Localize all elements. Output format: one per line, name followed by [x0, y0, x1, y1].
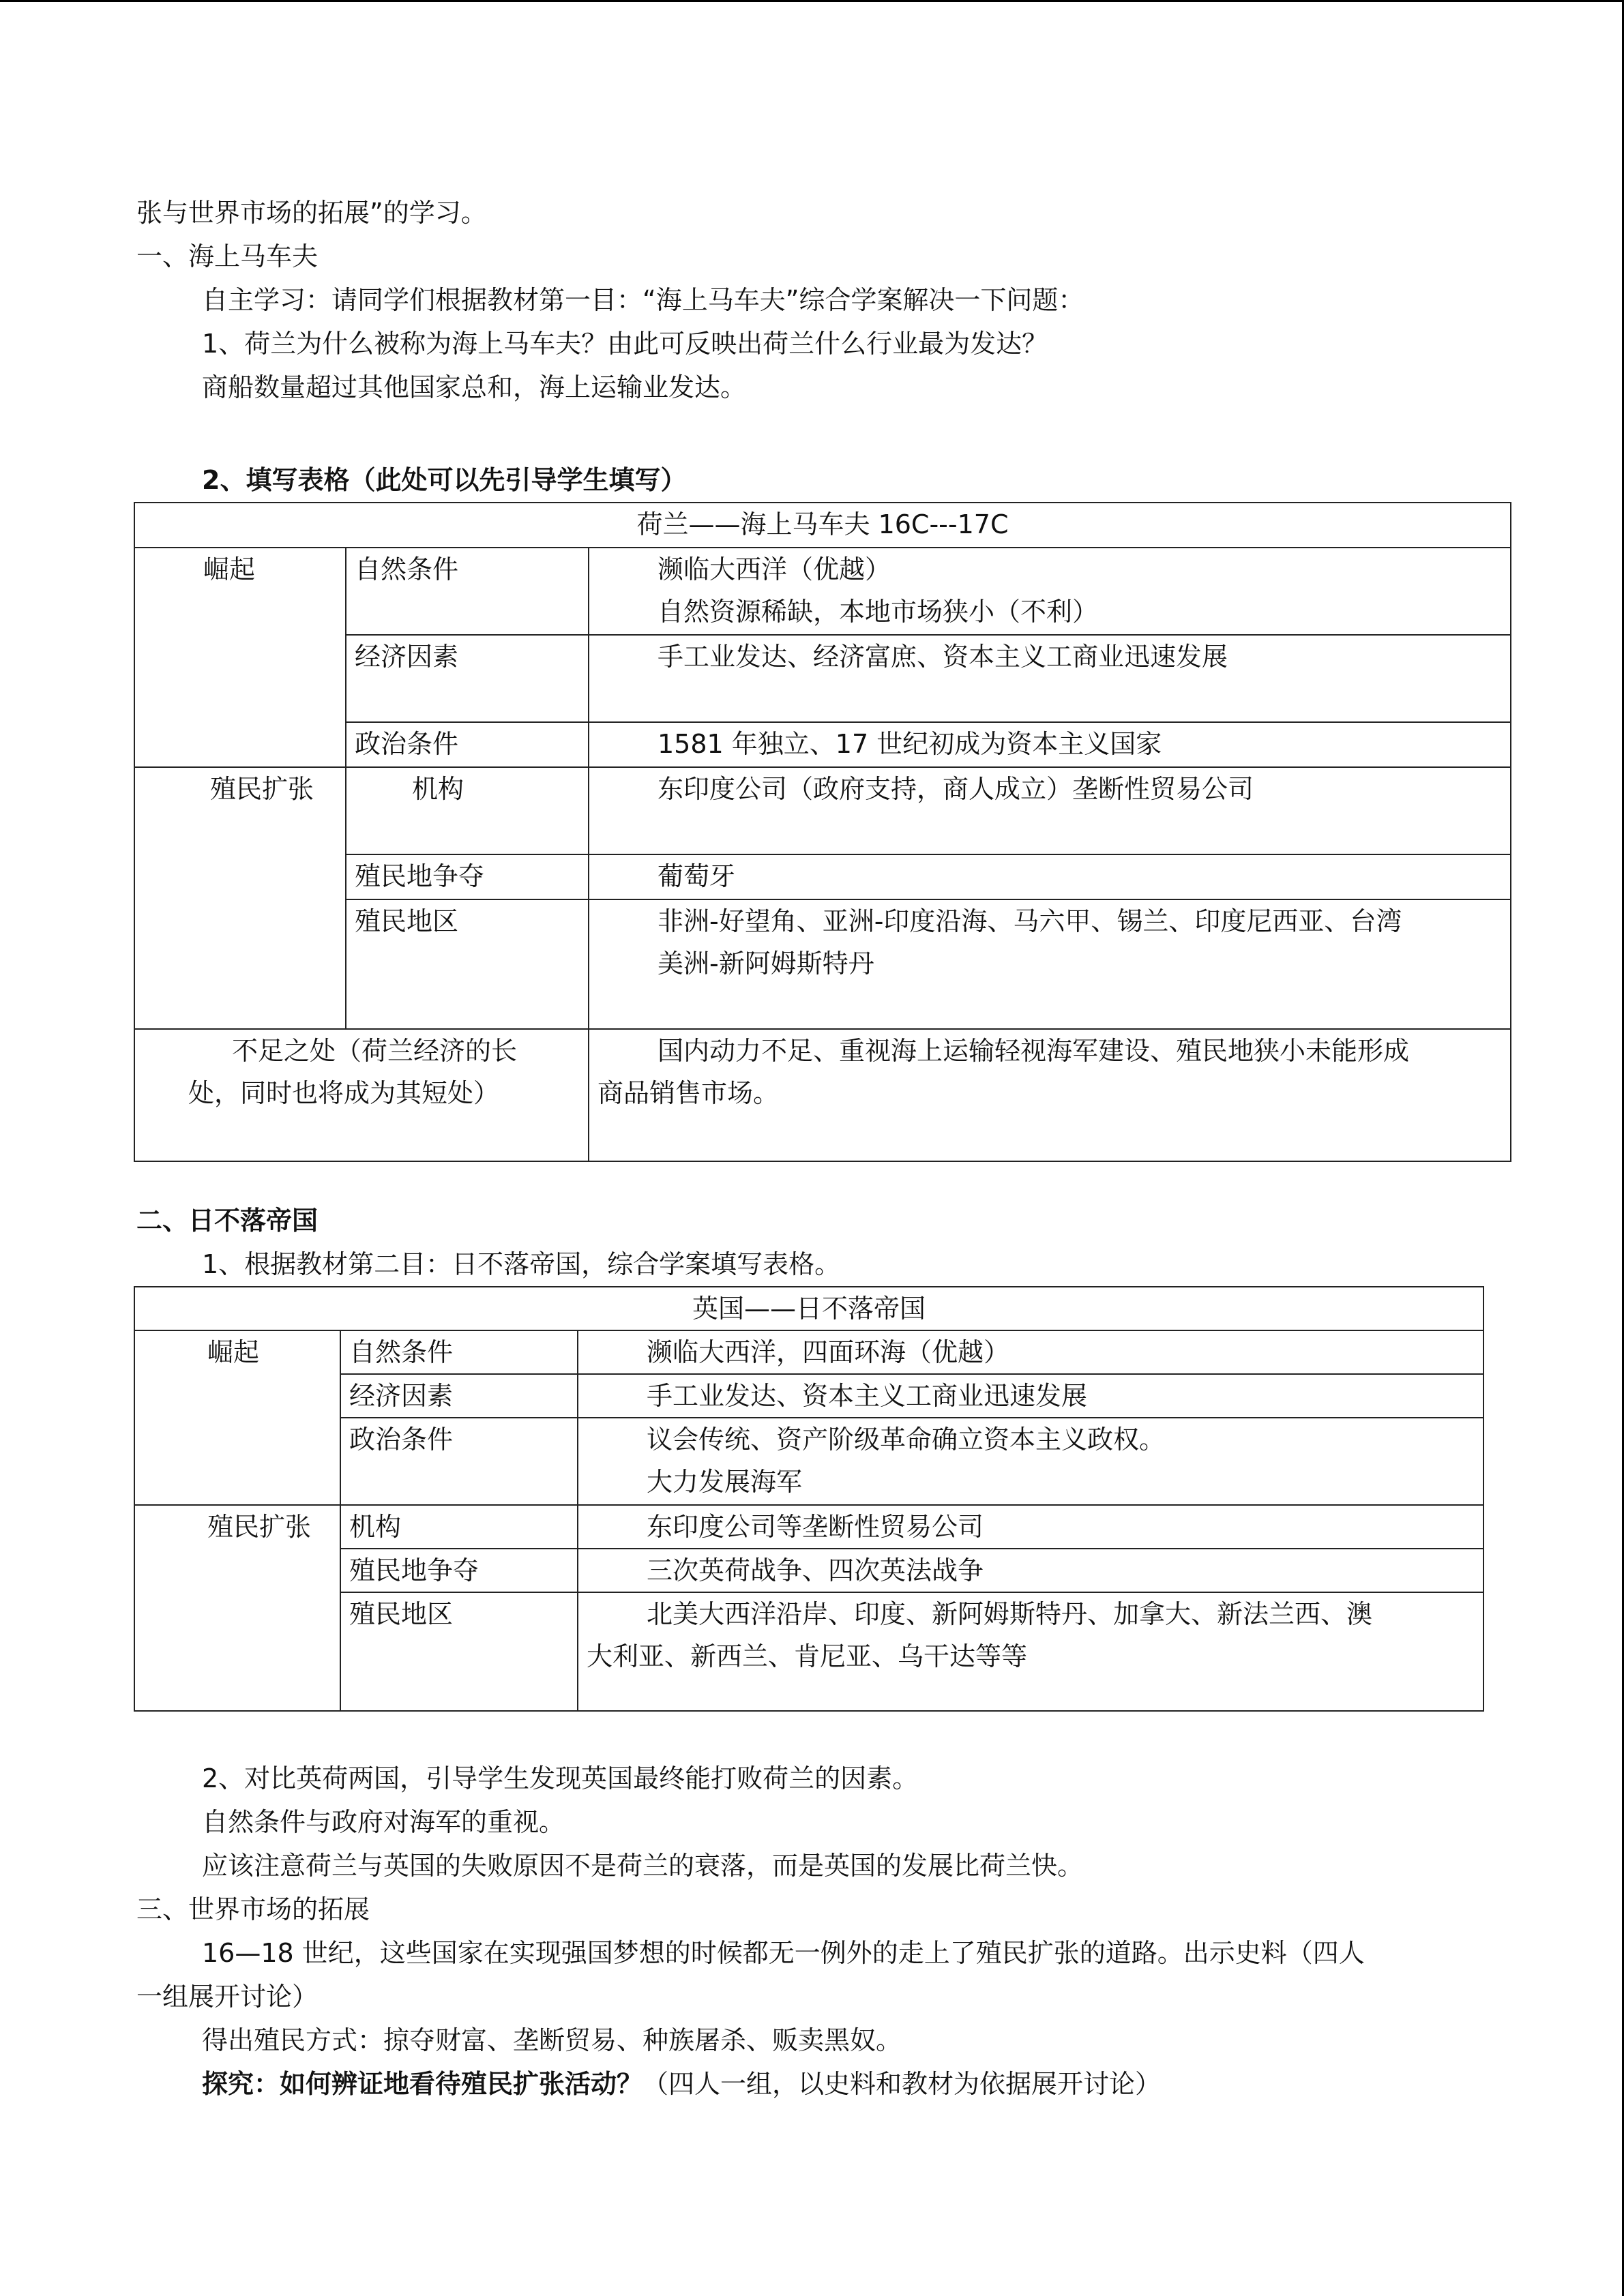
section-2-heading: 二、日不落帝国 [136, 1206, 319, 1236]
table1-region-value-1: 非洲-好望角、亚洲-印度沿海、马六甲、锡兰、印度尼西亚、台湾 [658, 906, 1402, 936]
answer-1: 商船数量超过其他国家总和，海上运输业发达。 [202, 372, 747, 402]
table1-weakness-label-1: 不足之处（荷兰经济的长 [232, 1036, 518, 1066]
table1-natural-value [589, 548, 1511, 635]
table1-region-value [589, 899, 1511, 1029]
inquiry-question: 探究：如何辨证地看待殖民扩张活动？ [202, 2069, 643, 2099]
britain-table [134, 1286, 1484, 1712]
table1-region-label: 殖民地区 [346, 899, 589, 1029]
table2-econ-value: 手工业发达、资本主义工商业迅速发展 [578, 1374, 1483, 1418]
table2-natural-label: 自然条件 [340, 1330, 578, 1374]
table2-region-value [578, 1592, 1483, 1711]
table1-contest-label: 殖民地争夺 [346, 854, 589, 899]
table1-weakness-value [589, 1029, 1511, 1161]
section-3-paragraph-line-1: 16—18 世纪，这些国家在实现强国梦想的时候都无一例外的走上了殖民扩张的道路。出示史料（四人 [202, 1938, 1365, 1968]
table2-region-label: 殖民地区 [340, 1592, 578, 1711]
section-2-instruction: 1、根据教材第二目：日不落帝国，综合学案填写表格。 [202, 1249, 841, 1279]
self-study-line: 自主学习：请同学们根据教材第一目：“海上马车夫”综合学案解决一下问题： [202, 285, 1084, 315]
table1-pol-value: 1581 年独立、17 世纪初成为资本主义国家 [589, 722, 1511, 767]
comparison-note: 应该注意荷兰与英国的失败原因不是荷兰的衰落，而是英国的发展比荷兰快。 [202, 1851, 1084, 1881]
table2-pol-value-1: 议会传统、资产阶级革命确立资本主义政权。 [647, 1425, 1166, 1455]
table2-natural-value: 濒临大西洋，四面环海（优越） [578, 1330, 1483, 1374]
table2-contest-value: 三次英荷战争、四次英法战争 [578, 1549, 1483, 1592]
intro-line: 张与世界市场的拓展”的学习。 [136, 198, 487, 228]
table1-colonial: 殖民扩张 [134, 767, 346, 1029]
table1-weakness-value-2: 商品销售市场。 [597, 1078, 780, 1108]
colonial-methods: 得出殖民方式：掠夺财富、垄断贸易、种族屠杀、贩卖黑奴。 [202, 2025, 902, 2055]
table2-econ-label: 经济因素 [340, 1374, 578, 1418]
table1-rise: 崛起 [134, 548, 346, 767]
table2-rise: 崛起 [134, 1330, 340, 1505]
top-border-line [0, 0, 1624, 2]
table2-org-label: 机构 [340, 1505, 578, 1549]
table2-caption: 英国——日不落帝国 [134, 1287, 1483, 1330]
table1-pol-label: 政治条件 [346, 722, 589, 767]
table2-pol-value [578, 1418, 1483, 1505]
table1-econ-value: 手工业发达、经济富庶、资本主义工商业迅速发展 [589, 635, 1511, 722]
question-2: 2、填写表格（此处可以先引导学生填写） [202, 465, 687, 495]
table1-weakness-label-2: 处，同时也将成为其短处） [188, 1078, 500, 1108]
section-3-paragraph-line-2: 一组展开讨论） [136, 1982, 319, 2012]
inquiry-instruction: （四人一组，以史料和教材为依据展开讨论） [643, 2069, 1162, 2099]
table1-org-label: 机构 [346, 767, 589, 854]
table1-natural-value-1: 濒临大西洋（优越） [658, 554, 891, 584]
table2-contest-label: 殖民地争夺 [340, 1549, 578, 1592]
table2-pol-value-2: 大力发展海军 [647, 1467, 803, 1497]
table1-econ-label: 经济因素 [346, 635, 589, 722]
table2-org-value: 东印度公司等垄断性贸易公司 [578, 1505, 1483, 1549]
table1-caption: 荷兰——海上马车夫 16C---17C [134, 503, 1511, 548]
table1-natural-value-2: 自然资源稀缺，本地市场狭小（不利） [658, 597, 1099, 627]
table2-region-value-1: 北美大西洋沿岸、印度、新阿姆斯特丹、加拿大、新法兰西、澳 [647, 1599, 1373, 1629]
table1-natural-label: 自然条件 [346, 548, 589, 635]
table1-region-value-2: 美洲-新阿姆斯特丹 [658, 949, 874, 979]
table1-weakness-label [134, 1029, 589, 1161]
document-page [136, 191, 1494, 2106]
inquiry-line [136, 2062, 1494, 2106]
table2-region-value-2: 大利亚、新西兰、肯尼亚、乌干达等等 [587, 1641, 1028, 1671]
section-3-heading: 三、世界市场的拓展 [136, 1894, 370, 1924]
table2-colonial: 殖民扩张 [134, 1505, 340, 1711]
table1-contest-value: 葡萄牙 [589, 854, 1511, 899]
section-1-heading: 一、海上马车夫 [136, 241, 319, 271]
table2-pol-label: 政治条件 [340, 1418, 578, 1505]
comparison-question: 2、对比英荷两国，引导学生发现英国最终能打败荷兰的因素。 [202, 1763, 919, 1793]
question-1: 1、荷兰为什么被称为海上马车夫？由此可反映出荷兰什么行业最为发达？ [202, 329, 1048, 359]
table1-weakness-value-1: 国内动力不足、重视海上运输轻视海军建设、殖民地狭小未能形成 [658, 1036, 1410, 1066]
comparison-answer: 自然条件与政府对海军的重视。 [202, 1807, 565, 1837]
netherlands-table [134, 502, 1511, 1162]
table1-org-value: 东印度公司（政府支持，商人成立）垄断性贸易公司 [589, 767, 1511, 854]
